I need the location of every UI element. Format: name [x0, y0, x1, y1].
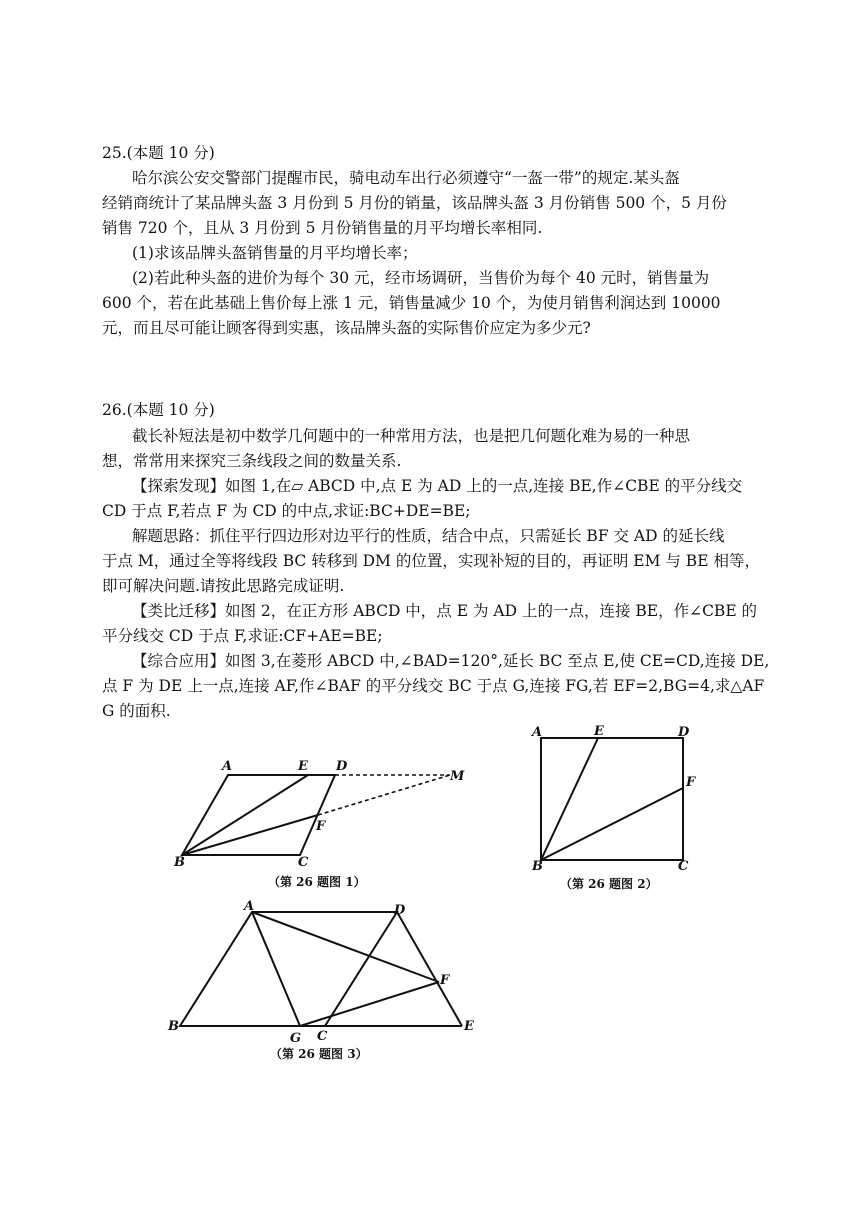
figure-1: [160, 750, 510, 895]
q25-line-2: 经销商统计了某品牌头盔 3 月份到 5 月份的销量，该品牌头盔 3 月份销售 500 个，5 月份: [102, 194, 727, 212]
label-e: E: [594, 724, 604, 739]
segment-af: [252, 912, 439, 982]
q26-heading: 26.(本题 10 分): [102, 401, 215, 419]
label-c: C: [317, 1029, 328, 1044]
figure-1-diagram: [160, 750, 510, 895]
q25-line-6: 600 个，若在此基础上售价每上涨 1 元，销售量减少 10 个，为使月销售利润达到 10000: [102, 294, 721, 312]
label-c: C: [678, 859, 689, 874]
figure-2-caption: （第 26 题图 2）: [560, 877, 658, 891]
rhombus-abcd: [180, 912, 397, 1026]
label-f: F: [440, 973, 450, 988]
q26-line-1: 截长补短法是初中数学几何题中的一种常用方法，也是把几何题化难为易的一种思: [132, 427, 691, 445]
q26-hint-line-1: 解题思路：抓住平行四边形对边平行的性质，结合中点，只需延长 BF 交 AD 的延长线: [132, 527, 725, 545]
figure-2: [522, 722, 702, 894]
label-e: E: [298, 759, 308, 774]
q26-apply-line-1: 【综合应用】如图 3,在菱形 ABCD 中,∠BAD=120°,延长 BC 至点 E,使 CE=CD,连接 DE,: [132, 652, 770, 670]
label-d: D: [336, 759, 348, 774]
figure-2-diagram: [522, 722, 702, 894]
segment-gf: [300, 982, 439, 1026]
label-b: B: [168, 1019, 179, 1034]
q25-heading: 25.(本题 10 分): [102, 144, 215, 162]
label-d: D: [678, 725, 690, 740]
parallelogram-abcd: [182, 775, 335, 855]
q25-part-2: (2)若此种头盔的进价为每个 30 元，经市场调研，当售价为每个 40 元时，销售量为: [132, 269, 710, 287]
q25-line-3: 销售 720 个，且从 3 月份到 5 月份销售量的月平均增长率相同.: [102, 219, 543, 237]
q26-line-2: 想，常常用来探究三条线段之间的数量关系.: [102, 452, 402, 470]
label-g: G: [290, 1031, 302, 1046]
label-m: M: [450, 769, 465, 784]
label-e: E: [464, 1019, 474, 1034]
q26-explore-line-1: 【探索发现】如图 1,在▱ ABCD 中,点 E 为 AD 上的一点,连接 BE,作∠CBE 的平分线交: [132, 477, 743, 495]
q26-apply-line-3: G 的面积.: [102, 702, 171, 720]
q25-line-1: 哈尔滨公安交警部门提醒市民，骑电动车出行必须遵守“一盔一带”的规定.某头盔: [132, 169, 680, 187]
q26-analogy-line-1: 【类比迁移】如图 2，在正方形 ABCD 中，点 E 为 AD 上的一点，连接 BE，作∠CBE 的: [132, 602, 758, 620]
q26-analogy-line-2: 平分线交 CD 于点 F,求证:CF+AE=BE;: [102, 627, 383, 645]
label-a: A: [532, 725, 543, 740]
q25-part-1: (1)求该品牌头盔销售量的月平均增长率；: [132, 244, 418, 262]
segment-be: [182, 775, 308, 855]
q26-explore-line-2: CD 于点 F,若点 F 为 CD 的中点,求证:BC+DE=BE;: [102, 502, 471, 520]
figure-1-caption: （第 26 题图 1）: [268, 875, 366, 889]
label-b: B: [532, 859, 543, 874]
label-f: F: [316, 819, 326, 834]
q26-apply-line-2: 点 F 为 DE 上一点,连接 AF,作∠BAF 的平分线交 BC 于点 G,连接 FG,若 EF=2,BG=4,求△AF: [102, 677, 765, 695]
segment-fm-dashed: [318, 775, 450, 815]
figure-3: [160, 898, 490, 1063]
label-f: F: [686, 775, 696, 790]
label-a: A: [222, 759, 233, 774]
segment-bf: [541, 788, 683, 860]
segment-ag: [252, 912, 300, 1026]
segment-be: [541, 738, 598, 860]
q26-hint-line-2: 于点 M，通过全等将线段 BC 转移到 DM 的位置，实现补短的目的，再证明 EM 与 BE 相等，: [102, 552, 760, 570]
figure-3-caption: （第 26 题图 3）: [270, 1047, 368, 1061]
label-d: D: [394, 903, 406, 918]
label-c: C: [298, 855, 309, 870]
label-a: A: [244, 899, 255, 914]
q26-hint-line-3: 即可解决问题.请按此思路完成证明.: [102, 577, 345, 595]
figure-3-diagram: [160, 898, 490, 1063]
q25-line-7: 元，而且尽可能让顾客得到实惠，该品牌头盔的实际售价应定为多少元?: [102, 319, 591, 337]
label-b: B: [174, 855, 185, 870]
